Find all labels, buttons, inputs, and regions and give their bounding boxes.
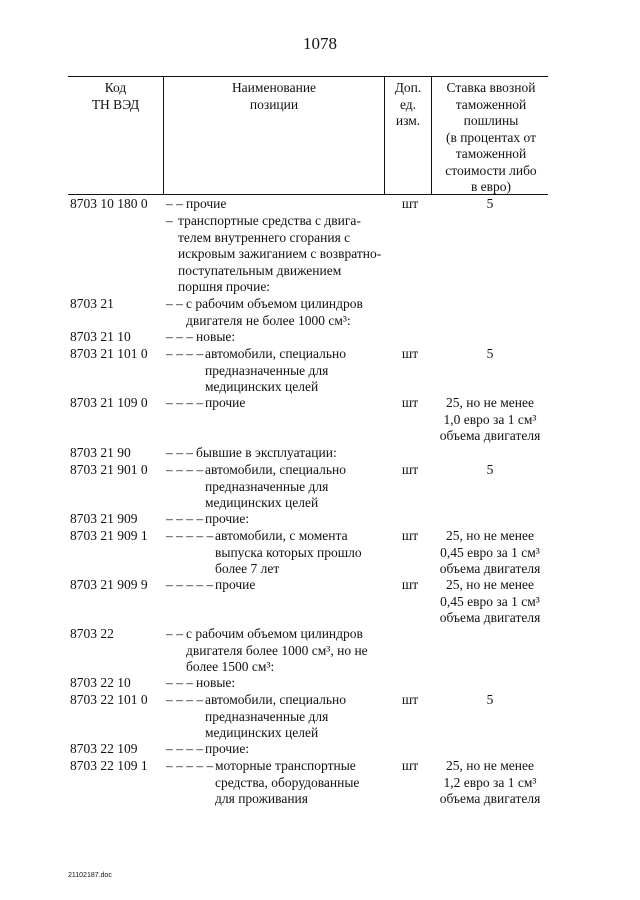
description-line: предназначенные для [205, 478, 329, 494]
header-code [68, 80, 163, 113]
hs-code: 8703 22 10 [70, 675, 131, 690]
indent-dashes: – – – – [166, 741, 204, 756]
indent-dashes: – – – [166, 675, 193, 690]
description-line: медицинских целей [205, 725, 319, 740]
header-rate [432, 80, 550, 196]
hs-code: 8703 21 909 1 [70, 528, 148, 543]
duty-rate-line: 5 [486, 462, 494, 477]
description-line: с рабочим объемом цилиндров [186, 296, 363, 311]
description-line: прочие [205, 395, 246, 410]
item-description [205, 741, 249, 758]
header-code-line: Код [104, 80, 127, 95]
indent-dashes: – – – – [166, 692, 204, 707]
duty-rate-line: 0,45 евро за 1 см³ [440, 593, 540, 609]
item-description [205, 395, 245, 412]
header-rate-line: таможенной [455, 146, 527, 161]
description-line: поршня прочие: [178, 279, 271, 294]
description-line: прочие: [205, 741, 250, 756]
header-name-line: позиции [249, 96, 299, 112]
item-description [205, 462, 346, 512]
header-rate-line: пошлины [463, 113, 519, 128]
unit: шт [401, 462, 419, 477]
unit: шт [401, 758, 419, 773]
duty-rate-line: объема двигателя [439, 428, 541, 443]
description-line: двигателя не более 1000 см³: [186, 312, 351, 328]
description-line: двигателя более 1000 см³, но не [186, 642, 368, 658]
indent-dashes: – – [166, 196, 183, 211]
indent-dashes: – – – – [166, 511, 204, 526]
hs-code: 8703 21 90 [70, 445, 131, 460]
description-line: новые: [196, 675, 236, 690]
hs-code: 8703 10 180 0 [70, 196, 148, 211]
description-line: средства, оборудованные [215, 774, 360, 790]
description-line: выпуска которых прошло [215, 544, 362, 560]
duty-rate [430, 528, 550, 578]
indent-dashes: – – – [166, 445, 193, 460]
header-unit-line: Доп. [394, 80, 422, 95]
indent-dashes: – – – – [166, 346, 204, 361]
description-line: предназначенные для [205, 708, 329, 724]
description-line: более 7 лет [215, 561, 280, 576]
hs-code: 8703 21 [70, 296, 114, 311]
description-line: прочие [215, 577, 256, 592]
header-rate-line: в евро) [470, 179, 512, 194]
header-name [164, 80, 384, 113]
description-line: автомобили, специально [205, 692, 346, 707]
unit: шт [401, 528, 419, 543]
hs-code: 8703 21 101 0 [70, 346, 148, 361]
page-number: 1078 [303, 34, 337, 53]
duty-rate-line: объема двигателя [439, 791, 541, 806]
duty-rate-line: 25, но не менее [446, 395, 534, 410]
item-description [186, 296, 363, 329]
document-filename: 21102187.doc [68, 872, 112, 879]
duty-rate-line: 5 [486, 692, 494, 707]
description-line: поступательным движением [178, 262, 342, 278]
duty-rate [430, 346, 550, 363]
unit: шт [401, 692, 419, 707]
indent-dashes: – – – – – [166, 528, 214, 543]
hs-code: 8703 22 109 [70, 741, 138, 756]
hs-code: 8703 22 101 0 [70, 692, 148, 707]
header-unit-line: ед. [399, 96, 417, 112]
hs-code: 8703 22 109 1 [70, 758, 148, 773]
description-line: бывшие в эксплуатации: [196, 445, 337, 460]
duty-rate-line: 5 [486, 196, 494, 211]
duty-rate-line: 5 [486, 346, 494, 361]
duty-rate [430, 196, 550, 213]
description-line: медицинских целей [205, 495, 319, 510]
indent-dashes: – – – – [166, 395, 204, 410]
description-line: транспортные средства с двига- [178, 213, 361, 228]
duty-rate-line: объема двигателя [439, 561, 541, 576]
unit: шт [401, 395, 419, 410]
indent-dashes: – – [166, 626, 183, 641]
description-line: прочие: [205, 511, 250, 526]
description-line: искровым зажиганием с возвратно- [178, 246, 382, 261]
description-line: предназначенные для [205, 362, 329, 378]
item-description [196, 329, 235, 346]
description-line: более 1500 см³: [186, 659, 275, 674]
hs-code: 8703 21 10 [70, 329, 131, 344]
header-name-line: Наименование [231, 80, 317, 95]
hs-code: 8703 21 901 0 [70, 462, 148, 477]
item-description [178, 213, 381, 296]
duty-rate-line: объема двигателя [439, 610, 541, 625]
duty-rate-line: 25, но не менее [446, 577, 534, 592]
indent-dashes: – – – – – [166, 758, 214, 773]
description-line: автомобили, с момента [215, 528, 348, 543]
duty-rate-line: 0,45 евро за 1 см³ [440, 544, 540, 560]
duty-rate [430, 577, 550, 627]
description-line: новые: [196, 329, 236, 344]
header-rate-line: таможенной [455, 96, 527, 112]
item-description [215, 758, 359, 808]
header-rate-line: (в процентах от [445, 129, 537, 145]
duty-rate [430, 758, 550, 808]
indent-dashes: – – [166, 296, 183, 311]
description-line: телем внутреннего сгорания с [178, 229, 351, 245]
duty-rate-line: 1,2 евро за 1 см³ [443, 774, 537, 790]
duty-rate-line: 1,0 евро за 1 см³ [443, 411, 537, 427]
duty-rate [430, 462, 550, 479]
header-unit-line: изм. [395, 113, 421, 128]
item-description [215, 528, 362, 578]
header-code-line: ТН ВЭД [91, 96, 140, 112]
hs-code: 8703 21 909 9 [70, 577, 148, 592]
indent-dashes: – – – – [166, 462, 204, 477]
indent-dashes: – [166, 213, 173, 228]
header-rate-line: стоимости либо [445, 162, 537, 178]
hs-code: 8703 22 [70, 626, 114, 641]
unit: шт [401, 577, 419, 592]
description-line: моторные транспортные [215, 758, 356, 773]
description-line: для проживания [215, 791, 308, 806]
unit: шт [401, 346, 419, 361]
description-line: медицинских целей [205, 379, 319, 394]
duty-rate-line: 25, но не менее [446, 528, 534, 543]
description-line: с рабочим объемом цилиндров [186, 626, 363, 641]
duty-rate [430, 395, 550, 445]
hs-code: 8703 21 109 0 [70, 395, 148, 410]
item-description [186, 626, 368, 676]
unit: шт [401, 196, 419, 211]
description-line: автомобили, специально [205, 346, 346, 361]
table-top-rule [68, 76, 548, 77]
hs-code: 8703 21 909 [70, 511, 138, 526]
item-description [186, 196, 226, 213]
duty-rate-line: 25, но не менее [446, 758, 534, 773]
item-description [205, 692, 346, 742]
item-description [205, 346, 346, 396]
header-unit [385, 80, 431, 130]
duty-rate [430, 692, 550, 709]
item-description [196, 445, 337, 462]
description-line: автомобили, специально [205, 462, 346, 477]
item-description [215, 577, 255, 594]
item-description [205, 511, 249, 528]
description-line: прочие [186, 196, 227, 211]
item-description [196, 675, 235, 692]
indent-dashes: – – – [166, 329, 193, 344]
indent-dashes: – – – – – [166, 577, 214, 592]
header-rate-line: Ставка ввозной [446, 80, 536, 95]
